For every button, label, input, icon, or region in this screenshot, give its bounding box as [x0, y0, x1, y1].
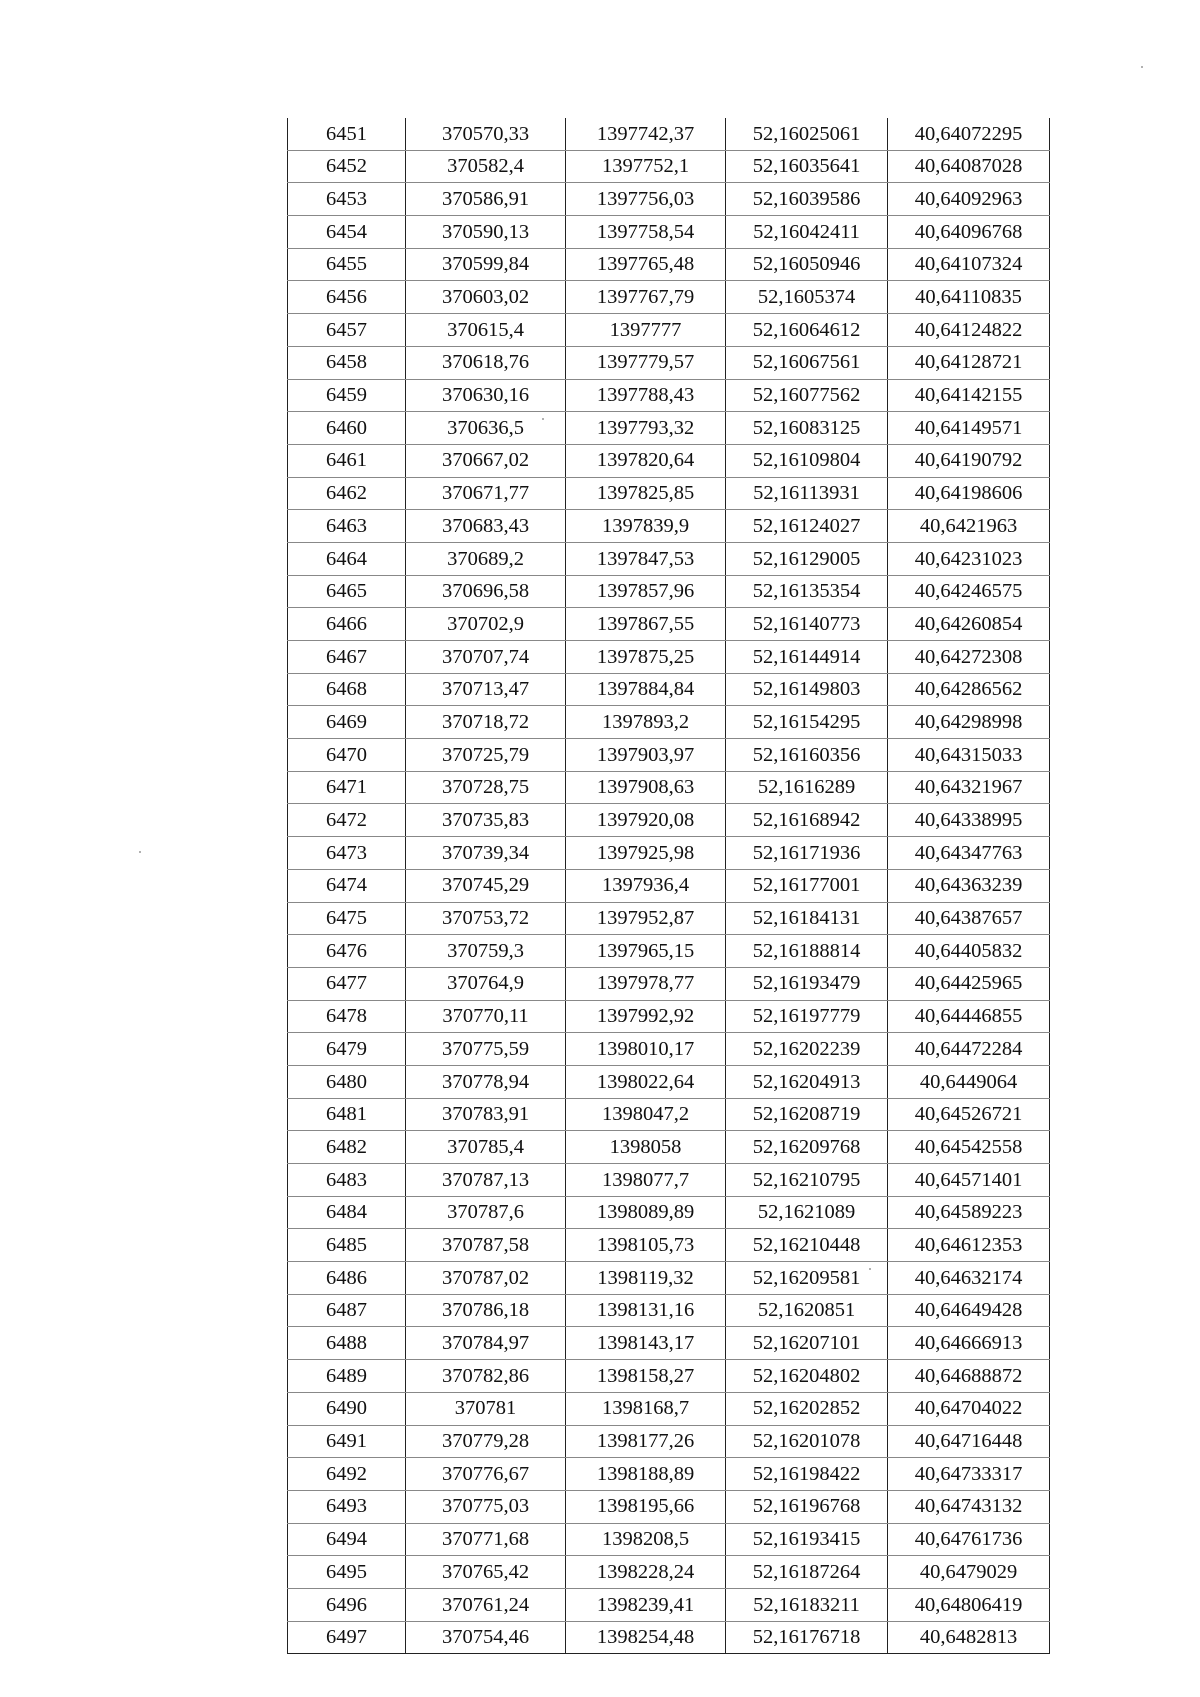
- point-number-cell: 6456: [288, 281, 406, 314]
- y-coordinate-cell: 1398254,48: [566, 1621, 726, 1654]
- x-coordinate-cell: 370775,59: [406, 1033, 566, 1066]
- point-number-cell: 6475: [288, 902, 406, 935]
- latitude-cell: 52,16207101: [726, 1327, 888, 1360]
- point-number-cell: 6469: [288, 706, 406, 739]
- longitude-cell: 40,64198606: [888, 477, 1050, 510]
- longitude-cell: 40,64666913: [888, 1327, 1050, 1360]
- y-coordinate-cell: 1397925,98: [566, 837, 726, 870]
- latitude-cell: 52,16176718: [726, 1621, 888, 1654]
- table-row: [288, 1196, 1050, 1229]
- y-coordinate-cell: 1397820,64: [566, 444, 726, 477]
- latitude-cell: 52,16025061: [726, 118, 888, 150]
- point-number-cell: 6479: [288, 1033, 406, 1066]
- point-number-cell: 6478: [288, 1000, 406, 1033]
- y-coordinate-cell: 1397788,43: [566, 379, 726, 412]
- x-coordinate-cell: 370667,02: [406, 444, 566, 477]
- latitude-cell: 52,16149803: [726, 673, 888, 706]
- point-number-cell: 6491: [288, 1425, 406, 1458]
- scan-speck: [1141, 66, 1143, 68]
- x-coordinate-cell: 370696,58: [406, 575, 566, 608]
- y-coordinate-cell: 1398158,27: [566, 1360, 726, 1393]
- point-number-cell: 6451: [288, 118, 406, 150]
- x-coordinate-cell: 370787,58: [406, 1229, 566, 1262]
- y-coordinate-cell: 1398077,7: [566, 1164, 726, 1197]
- table-row: [288, 1229, 1050, 1262]
- x-coordinate-cell: 370754,46: [406, 1621, 566, 1654]
- point-number-cell: 6494: [288, 1523, 406, 1556]
- y-coordinate-cell: 1397752,1: [566, 150, 726, 183]
- longitude-cell: 40,64142155: [888, 379, 1050, 412]
- table-row: [288, 477, 1050, 510]
- longitude-cell: 40,64107324: [888, 248, 1050, 281]
- table-row: [288, 542, 1050, 575]
- longitude-cell: 40,64315033: [888, 739, 1050, 772]
- longitude-cell: 40,64260854: [888, 608, 1050, 641]
- longitude-cell: 40,6482813: [888, 1621, 1050, 1654]
- table-row: [288, 444, 1050, 477]
- x-coordinate-cell: 370770,11: [406, 1000, 566, 1033]
- y-coordinate-cell: 1398168,7: [566, 1392, 726, 1425]
- y-coordinate-cell: 1398188,89: [566, 1458, 726, 1491]
- x-coordinate-cell: 370759,3: [406, 935, 566, 968]
- table-row: [288, 379, 1050, 412]
- table-row: [288, 935, 1050, 968]
- x-coordinate-cell: 370778,94: [406, 1065, 566, 1098]
- longitude-cell: 40,64246575: [888, 575, 1050, 608]
- longitude-cell: 40,64632174: [888, 1262, 1050, 1295]
- latitude-cell: 52,16168942: [726, 804, 888, 837]
- y-coordinate-cell: 1397765,48: [566, 248, 726, 281]
- x-coordinate-cell: 370683,43: [406, 510, 566, 543]
- longitude-cell: 40,64363239: [888, 869, 1050, 902]
- x-coordinate-cell: 370718,72: [406, 706, 566, 739]
- longitude-cell: 40,64087028: [888, 150, 1050, 183]
- longitude-cell: 40,64286562: [888, 673, 1050, 706]
- scan-speck: [139, 851, 141, 853]
- y-coordinate-cell: 1397978,77: [566, 967, 726, 1000]
- scan-speck: [542, 418, 544, 420]
- latitude-cell: 52,16113931: [726, 477, 888, 510]
- y-coordinate-cell: 1398195,66: [566, 1490, 726, 1523]
- latitude-cell: 52,16198422: [726, 1458, 888, 1491]
- latitude-cell: 52,16210795: [726, 1164, 888, 1197]
- point-number-cell: 6482: [288, 1131, 406, 1164]
- x-coordinate-cell: 370761,24: [406, 1588, 566, 1621]
- latitude-cell: 52,1616289: [726, 771, 888, 804]
- x-coordinate-cell: 370753,72: [406, 902, 566, 935]
- y-coordinate-cell: 1398208,5: [566, 1523, 726, 1556]
- table-row: [288, 1523, 1050, 1556]
- longitude-cell: 40,64446855: [888, 1000, 1050, 1033]
- longitude-cell: 40,6449064: [888, 1065, 1050, 1098]
- latitude-cell: 52,1621089: [726, 1196, 888, 1229]
- latitude-cell: 52,1620851: [726, 1294, 888, 1327]
- coordinates-table-container: [287, 118, 1049, 1654]
- point-number-cell: 6474: [288, 869, 406, 902]
- x-coordinate-cell: 370713,47: [406, 673, 566, 706]
- longitude-cell: 40,64733317: [888, 1458, 1050, 1491]
- latitude-cell: 52,16144914: [726, 641, 888, 674]
- x-coordinate-cell: 370618,76: [406, 346, 566, 379]
- x-coordinate-cell: 370783,91: [406, 1098, 566, 1131]
- x-coordinate-cell: 370586,91: [406, 183, 566, 216]
- longitude-cell: 40,64124822: [888, 314, 1050, 347]
- x-coordinate-cell: 370784,97: [406, 1327, 566, 1360]
- y-coordinate-cell: 1397742,37: [566, 118, 726, 150]
- y-coordinate-cell: 1397952,87: [566, 902, 726, 935]
- longitude-cell: 40,64387657: [888, 902, 1050, 935]
- table-row: [288, 641, 1050, 674]
- longitude-cell: 40,64589223: [888, 1196, 1050, 1229]
- latitude-cell: 52,16188814: [726, 935, 888, 968]
- latitude-cell: 52,16193415: [726, 1523, 888, 1556]
- table-row: [288, 739, 1050, 772]
- point-number-cell: 6487: [288, 1294, 406, 1327]
- table-row: [288, 248, 1050, 281]
- latitude-cell: 52,16064612: [726, 314, 888, 347]
- point-number-cell: 6476: [288, 935, 406, 968]
- point-number-cell: 6493: [288, 1490, 406, 1523]
- longitude-cell: 40,64704022: [888, 1392, 1050, 1425]
- latitude-cell: 52,16077562: [726, 379, 888, 412]
- table-row: [288, 1360, 1050, 1393]
- table-row: [288, 608, 1050, 641]
- point-number-cell: 6473: [288, 837, 406, 870]
- table-row: [288, 314, 1050, 347]
- latitude-cell: 52,16039586: [726, 183, 888, 216]
- x-coordinate-cell: 370745,29: [406, 869, 566, 902]
- x-coordinate-cell: 370615,4: [406, 314, 566, 347]
- x-coordinate-cell: 370636,5: [406, 412, 566, 445]
- point-number-cell: 6496: [288, 1588, 406, 1621]
- y-coordinate-cell: 1397793,32: [566, 412, 726, 445]
- table-row: [288, 1458, 1050, 1491]
- x-coordinate-cell: 370739,34: [406, 837, 566, 870]
- x-coordinate-cell: 370765,42: [406, 1556, 566, 1589]
- longitude-cell: 40,64072295: [888, 118, 1050, 150]
- longitude-cell: 40,64092963: [888, 183, 1050, 216]
- y-coordinate-cell: 1398228,24: [566, 1556, 726, 1589]
- longitude-cell: 40,64405832: [888, 935, 1050, 968]
- table-row: [288, 575, 1050, 608]
- latitude-cell: 52,16124027: [726, 510, 888, 543]
- latitude-cell: 52,16184131: [726, 902, 888, 935]
- point-number-cell: 6471: [288, 771, 406, 804]
- point-number-cell: 6485: [288, 1229, 406, 1262]
- table-row: [288, 412, 1050, 445]
- table-row: [288, 1294, 1050, 1327]
- y-coordinate-cell: 1398131,16: [566, 1294, 726, 1327]
- x-coordinate-cell: 370725,79: [406, 739, 566, 772]
- longitude-cell: 40,64128721: [888, 346, 1050, 379]
- latitude-cell: 52,16201078: [726, 1425, 888, 1458]
- y-coordinate-cell: 1398119,32: [566, 1262, 726, 1295]
- y-coordinate-cell: 1397884,84: [566, 673, 726, 706]
- point-number-cell: 6483: [288, 1164, 406, 1197]
- latitude-cell: 52,16202852: [726, 1392, 888, 1425]
- y-coordinate-cell: 1398022,64: [566, 1065, 726, 1098]
- latitude-cell: 52,16197779: [726, 1000, 888, 1033]
- x-coordinate-cell: 370781: [406, 1392, 566, 1425]
- x-coordinate-cell: 370786,18: [406, 1294, 566, 1327]
- y-coordinate-cell: 1397767,79: [566, 281, 726, 314]
- table-row: [288, 706, 1050, 739]
- longitude-cell: 40,64231023: [888, 542, 1050, 575]
- point-number-cell: 6480: [288, 1065, 406, 1098]
- point-number-cell: 6457: [288, 314, 406, 347]
- table-row: [288, 1131, 1050, 1164]
- longitude-cell: 40,64542558: [888, 1131, 1050, 1164]
- point-number-cell: 6461: [288, 444, 406, 477]
- longitude-cell: 40,6479029: [888, 1556, 1050, 1589]
- y-coordinate-cell: 1398010,17: [566, 1033, 726, 1066]
- table-row: [288, 1327, 1050, 1360]
- table-row: [288, 346, 1050, 379]
- point-number-cell: 6460: [288, 412, 406, 445]
- y-coordinate-cell: 1398143,17: [566, 1327, 726, 1360]
- table-row: [288, 869, 1050, 902]
- latitude-cell: 52,1605374: [726, 281, 888, 314]
- table-row: [288, 183, 1050, 216]
- x-coordinate-cell: 370779,28: [406, 1425, 566, 1458]
- table-row: [288, 510, 1050, 543]
- x-coordinate-cell: 370599,84: [406, 248, 566, 281]
- y-coordinate-cell: 1398047,2: [566, 1098, 726, 1131]
- longitude-cell: 40,64649428: [888, 1294, 1050, 1327]
- y-coordinate-cell: 1397779,57: [566, 346, 726, 379]
- table-row: [288, 804, 1050, 837]
- point-number-cell: 6472: [288, 804, 406, 837]
- y-coordinate-cell: 1398177,26: [566, 1425, 726, 1458]
- x-coordinate-cell: 370787,6: [406, 1196, 566, 1229]
- point-number-cell: 6459: [288, 379, 406, 412]
- latitude-cell: 52,16109804: [726, 444, 888, 477]
- longitude-cell: 40,64472284: [888, 1033, 1050, 1066]
- longitude-cell: 40,64190792: [888, 444, 1050, 477]
- y-coordinate-cell: 1397825,85: [566, 477, 726, 510]
- x-coordinate-cell: 370707,74: [406, 641, 566, 674]
- point-number-cell: 6462: [288, 477, 406, 510]
- y-coordinate-cell: 1397758,54: [566, 216, 726, 249]
- point-number-cell: 6488: [288, 1327, 406, 1360]
- point-number-cell: 6458: [288, 346, 406, 379]
- latitude-cell: 52,16129005: [726, 542, 888, 575]
- table-row: [288, 1588, 1050, 1621]
- x-coordinate-cell: 370771,68: [406, 1523, 566, 1556]
- latitude-cell: 52,16160356: [726, 739, 888, 772]
- table-row: [288, 118, 1050, 150]
- latitude-cell: 52,16202239: [726, 1033, 888, 1066]
- y-coordinate-cell: 1397965,15: [566, 935, 726, 968]
- longitude-cell: 40,64321967: [888, 771, 1050, 804]
- point-number-cell: 6490: [288, 1392, 406, 1425]
- longitude-cell: 40,64526721: [888, 1098, 1050, 1131]
- latitude-cell: 52,16177001: [726, 869, 888, 902]
- latitude-cell: 52,16035641: [726, 150, 888, 183]
- table-row: [288, 1164, 1050, 1197]
- y-coordinate-cell: 1397867,55: [566, 608, 726, 641]
- latitude-cell: 52,16154295: [726, 706, 888, 739]
- x-coordinate-cell: 370764,9: [406, 967, 566, 1000]
- y-coordinate-cell: 1397847,53: [566, 542, 726, 575]
- latitude-cell: 52,16171936: [726, 837, 888, 870]
- longitude-cell: 40,64612353: [888, 1229, 1050, 1262]
- y-coordinate-cell: 1397875,25: [566, 641, 726, 674]
- y-coordinate-cell: 1397839,9: [566, 510, 726, 543]
- y-coordinate-cell: 1398105,73: [566, 1229, 726, 1262]
- table-row: [288, 1098, 1050, 1131]
- y-coordinate-cell: 1398089,89: [566, 1196, 726, 1229]
- x-coordinate-cell: 370735,83: [406, 804, 566, 837]
- longitude-cell: 40,6421963: [888, 510, 1050, 543]
- x-coordinate-cell: 370630,16: [406, 379, 566, 412]
- table-row: [288, 1392, 1050, 1425]
- point-number-cell: 6497: [288, 1621, 406, 1654]
- y-coordinate-cell: 1397908,63: [566, 771, 726, 804]
- table-row: [288, 902, 1050, 935]
- longitude-cell: 40,64743132: [888, 1490, 1050, 1523]
- longitude-cell: 40,64298998: [888, 706, 1050, 739]
- coordinates-table: [287, 118, 1050, 1654]
- table-row: [288, 1621, 1050, 1654]
- latitude-cell: 52,16209768: [726, 1131, 888, 1164]
- table-row: [288, 837, 1050, 870]
- point-number-cell: 6464: [288, 542, 406, 575]
- x-coordinate-cell: 370603,02: [406, 281, 566, 314]
- point-number-cell: 6477: [288, 967, 406, 1000]
- y-coordinate-cell: 1397893,2: [566, 706, 726, 739]
- table-row: [288, 1033, 1050, 1066]
- coordinates-table-body: [288, 118, 1050, 1654]
- latitude-cell: 52,16208719: [726, 1098, 888, 1131]
- table-row: [288, 1490, 1050, 1523]
- table-row: [288, 771, 1050, 804]
- longitude-cell: 40,64806419: [888, 1588, 1050, 1621]
- point-number-cell: 6484: [288, 1196, 406, 1229]
- latitude-cell: 52,16204802: [726, 1360, 888, 1393]
- table-row: [288, 673, 1050, 706]
- point-number-cell: 6455: [288, 248, 406, 281]
- x-coordinate-cell: 370782,86: [406, 1360, 566, 1393]
- longitude-cell: 40,64149571: [888, 412, 1050, 445]
- point-number-cell: 6495: [288, 1556, 406, 1589]
- longitude-cell: 40,64096768: [888, 216, 1050, 249]
- point-number-cell: 6481: [288, 1098, 406, 1131]
- point-number-cell: 6492: [288, 1458, 406, 1491]
- table-row: [288, 1262, 1050, 1295]
- y-coordinate-cell: 1397857,96: [566, 575, 726, 608]
- table-row: [288, 1065, 1050, 1098]
- longitude-cell: 40,64338995: [888, 804, 1050, 837]
- y-coordinate-cell: 1398239,41: [566, 1588, 726, 1621]
- point-number-cell: 6470: [288, 739, 406, 772]
- point-number-cell: 6463: [288, 510, 406, 543]
- y-coordinate-cell: 1397936,4: [566, 869, 726, 902]
- latitude-cell: 52,16083125: [726, 412, 888, 445]
- point-number-cell: 6452: [288, 150, 406, 183]
- latitude-cell: 52,16050946: [726, 248, 888, 281]
- table-row: [288, 216, 1050, 249]
- point-number-cell: 6467: [288, 641, 406, 674]
- table-row: [288, 967, 1050, 1000]
- y-coordinate-cell: 1397992,92: [566, 1000, 726, 1033]
- latitude-cell: 52,16140773: [726, 608, 888, 641]
- point-number-cell: 6454: [288, 216, 406, 249]
- longitude-cell: 40,64272308: [888, 641, 1050, 674]
- y-coordinate-cell: 1397777: [566, 314, 726, 347]
- x-coordinate-cell: 370787,02: [406, 1262, 566, 1295]
- x-coordinate-cell: 370785,4: [406, 1131, 566, 1164]
- latitude-cell: 52,16183211: [726, 1588, 888, 1621]
- latitude-cell: 52,16067561: [726, 346, 888, 379]
- x-coordinate-cell: 370775,03: [406, 1490, 566, 1523]
- x-coordinate-cell: 370570,33: [406, 118, 566, 150]
- longitude-cell: 40,64110835: [888, 281, 1050, 314]
- latitude-cell: 52,16042411: [726, 216, 888, 249]
- x-coordinate-cell: 370689,2: [406, 542, 566, 575]
- point-number-cell: 6486: [288, 1262, 406, 1295]
- longitude-cell: 40,64716448: [888, 1425, 1050, 1458]
- x-coordinate-cell: 370787,13: [406, 1164, 566, 1197]
- y-coordinate-cell: 1397920,08: [566, 804, 726, 837]
- table-row: [288, 1000, 1050, 1033]
- latitude-cell: 52,16196768: [726, 1490, 888, 1523]
- x-coordinate-cell: 370702,9: [406, 608, 566, 641]
- longitude-cell: 40,64347763: [888, 837, 1050, 870]
- point-number-cell: 6489: [288, 1360, 406, 1393]
- y-coordinate-cell: 1398058: [566, 1131, 726, 1164]
- x-coordinate-cell: 370582,4: [406, 150, 566, 183]
- scan-speck: [869, 1268, 871, 1270]
- point-number-cell: 6466: [288, 608, 406, 641]
- latitude-cell: 52,16193479: [726, 967, 888, 1000]
- latitude-cell: 52,16204913: [726, 1065, 888, 1098]
- point-number-cell: 6468: [288, 673, 406, 706]
- x-coordinate-cell: 370776,67: [406, 1458, 566, 1491]
- x-coordinate-cell: 370590,13: [406, 216, 566, 249]
- y-coordinate-cell: 1397756,03: [566, 183, 726, 216]
- table-row: [288, 1556, 1050, 1589]
- latitude-cell: 52,16135354: [726, 575, 888, 608]
- latitude-cell: 52,16187264: [726, 1556, 888, 1589]
- longitude-cell: 40,64571401: [888, 1164, 1050, 1197]
- latitude-cell: 52,16210448: [726, 1229, 888, 1262]
- table-row: [288, 1425, 1050, 1458]
- x-coordinate-cell: 370671,77: [406, 477, 566, 510]
- y-coordinate-cell: 1397903,97: [566, 739, 726, 772]
- table-row: [288, 150, 1050, 183]
- point-number-cell: 6465: [288, 575, 406, 608]
- longitude-cell: 40,64425965: [888, 967, 1050, 1000]
- latitude-cell: 52,16209581: [726, 1262, 888, 1295]
- point-number-cell: 6453: [288, 183, 406, 216]
- x-coordinate-cell: 370728,75: [406, 771, 566, 804]
- table-row: [288, 281, 1050, 314]
- longitude-cell: 40,64688872: [888, 1360, 1050, 1393]
- longitude-cell: 40,64761736: [888, 1523, 1050, 1556]
